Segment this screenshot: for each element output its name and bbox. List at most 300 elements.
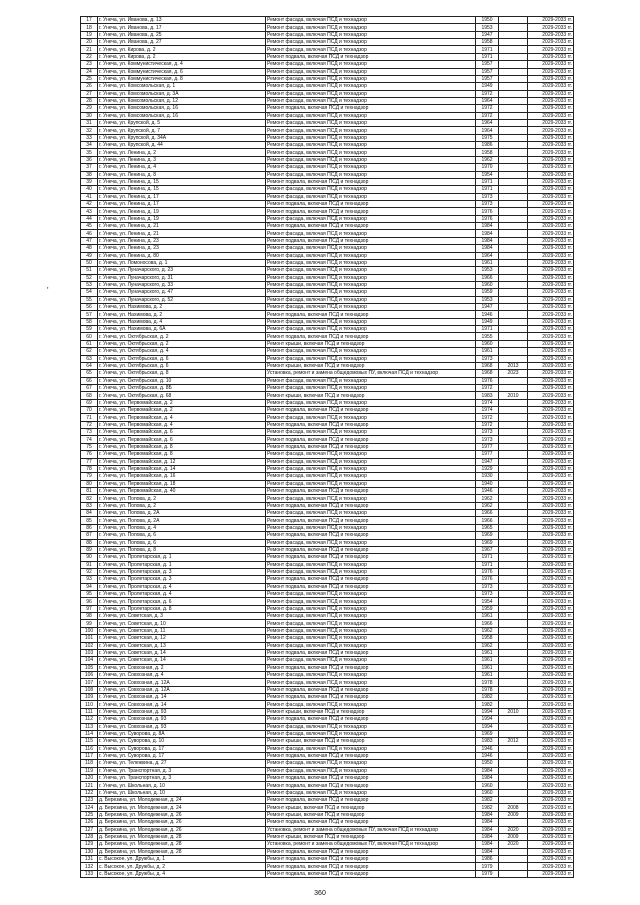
build-year-cell: 1958	[476, 39, 499, 46]
last-repair-year-cell: 2013	[499, 362, 528, 369]
planned-period-cell: 2029-2033 гг.	[528, 488, 574, 495]
work-type-cell: Ремонт фасада, включая ПСД и технадзор	[266, 193, 476, 200]
last-repair-year-cell	[499, 333, 528, 340]
planned-period-cell: 2029-2033 гг.	[528, 775, 574, 782]
last-repair-year-cell	[499, 31, 528, 38]
last-repair-year-cell	[499, 355, 528, 362]
row-number: 60	[81, 333, 98, 340]
build-year-cell: 1971	[476, 554, 499, 561]
table-row	[81, 53, 574, 60]
work-type-cell: Ремонт фасада, включая ПСД и технадзор	[266, 524, 476, 531]
planned-period-cell: 2029-2033 гг.	[528, 782, 574, 789]
last-repair-year-cell	[499, 671, 528, 678]
address-cell: г. Унеча, ул. Транспортная, д. 3	[98, 775, 266, 782]
address-cell: г. Унеча, ул. Первомайская, д. 6	[98, 436, 266, 443]
planned-period-cell: 2029-2033 гг.	[528, 458, 574, 465]
row-number: 64	[81, 362, 98, 369]
last-repair-year-cell	[499, 458, 528, 465]
row-number: 24	[81, 68, 98, 75]
table-row	[81, 436, 574, 443]
build-year-cell: 1959	[476, 289, 499, 296]
address-cell: г. Унеча, ул. Первомайская, д. 6	[98, 429, 266, 436]
work-type-cell: Ремонт подвала, включая ПСД и технадзор	[266, 333, 476, 340]
build-year-cell: 1973	[476, 355, 499, 362]
last-repair-year-cell	[499, 318, 528, 325]
planned-period-cell: 2029-2033 гг.	[528, 326, 574, 333]
work-type-cell: Ремонт фасада, включая ПСД и технадзор	[266, 480, 476, 487]
build-year-cell: 1982	[476, 701, 499, 708]
row-number: 98	[81, 613, 98, 620]
last-repair-year-cell	[499, 855, 528, 862]
address-cell: г. Унеча, ул. Первомайская, д. 14	[98, 465, 266, 472]
last-repair-year-cell	[499, 421, 528, 428]
table-row	[81, 311, 574, 318]
address-cell: г. Унеча, ул. Ломоносова, д. 1	[98, 259, 266, 266]
row-number: 44	[81, 215, 98, 222]
table-row	[81, 97, 574, 104]
build-year-cell: 1953	[476, 296, 499, 303]
work-type-cell: Ремонт фасада, включая ПСД и технадзор	[266, 274, 476, 281]
planned-period-cell: 2029-2033 гг.	[528, 517, 574, 524]
build-year-cell: 1968	[476, 370, 499, 377]
planned-period-cell: 2029-2033 гг.	[528, 546, 574, 553]
address-cell: г. Унеча, ул. Попова, д. 2	[98, 495, 266, 502]
work-type-cell: Ремонт фасада, включая ПСД и технадзор	[266, 31, 476, 38]
planned-period-cell: 2029-2033 гг.	[528, 657, 574, 664]
row-number: 117	[81, 752, 98, 759]
planned-period-cell: 2029-2033 гг.	[528, 627, 574, 634]
row-number: 58	[81, 318, 98, 325]
address-cell: г. Унеча, ул. Луначарского, д. 23	[98, 267, 266, 274]
row-number: 102	[81, 642, 98, 649]
table-row	[81, 178, 574, 185]
last-repair-year-cell	[499, 178, 528, 185]
work-type-cell: Ремонт фасада, включая ПСД и технадзор	[266, 620, 476, 627]
planned-period-cell: 2029-2033 гг.	[528, 223, 574, 230]
build-year-cell: 1961	[476, 259, 499, 266]
table-row	[81, 723, 574, 730]
planned-period-cell: 2029-2033 гг.	[528, 46, 574, 53]
last-repair-year-cell	[499, 414, 528, 421]
build-year-cell: 1972	[476, 414, 499, 421]
table-row	[81, 326, 574, 333]
row-number: 27	[81, 90, 98, 97]
build-year-cell: 1960	[476, 782, 499, 789]
address-cell: г. Унеча, ул. Нахимова, д. 6А	[98, 326, 266, 333]
table-row	[81, 752, 574, 759]
planned-period-cell: 2029-2033 гг.	[528, 267, 574, 274]
work-type-cell: Ремонт фасада, включая ПСД и технадзор	[266, 767, 476, 774]
address-cell: г. Унеча, ул. Октябрьская, д. 8	[98, 370, 266, 377]
address-cell: с. Высокое, ул. Дружбы, д. 2	[98, 863, 266, 870]
table-row	[81, 811, 574, 818]
last-repair-year-cell	[499, 465, 528, 472]
planned-period-cell: 2029-2033 гг.	[528, 502, 574, 509]
address-cell: г. Унеча, ул. Октябрьская, д. 8Б	[98, 384, 266, 391]
row-number: 99	[81, 620, 98, 627]
address-cell: г. Унеча, ул. Советская, д. 12	[98, 635, 266, 642]
row-number: 109	[81, 694, 98, 701]
address-cell: г. Унеча, ул. Пролетарская, д. 3	[98, 568, 266, 575]
row-number: 74	[81, 436, 98, 443]
table-row	[81, 355, 574, 362]
address-cell: г. Унеча, ул. Совхозная, д. 93	[98, 723, 266, 730]
build-year-cell: 1974	[476, 399, 499, 406]
work-type-cell: Ремонт фасада, включая ПСД и технадзор	[266, 657, 476, 664]
table-row	[81, 760, 574, 767]
address-cell: г. Унеча, ул. Первомайская, д. 4	[98, 414, 266, 421]
table-row	[81, 510, 574, 517]
work-type-cell: Ремонт фасада, включая ПСД и технадзор	[266, 642, 476, 649]
address-cell: г. Унеча, ул. Ленина, д. 8	[98, 171, 266, 178]
last-repair-year-cell	[499, 583, 528, 590]
row-number: 124	[81, 804, 98, 811]
build-year-cell: 1973	[476, 436, 499, 443]
table-row	[81, 281, 574, 288]
address-cell: г. Унеча, ул. Школьная, д. 10	[98, 782, 266, 789]
row-number: 110	[81, 701, 98, 708]
address-cell: г. Унеча, ул. Суворова, д. 17	[98, 745, 266, 752]
last-repair-year-cell	[499, 340, 528, 347]
row-number: 41	[81, 193, 98, 200]
address-cell: г. Унеча, ул. Ленина, д. 17	[98, 193, 266, 200]
row-number: 122	[81, 789, 98, 796]
planned-period-cell: 2029-2033 гг.	[528, 841, 574, 848]
table-row	[81, 561, 574, 568]
build-year-cell: 1969	[476, 730, 499, 737]
planned-period-cell: 2029-2033 гг.	[528, 429, 574, 436]
table-row	[81, 539, 574, 546]
planned-period-cell: 2029-2033 гг.	[528, 281, 574, 288]
planned-period-cell: 2029-2033 гг.	[528, 407, 574, 414]
address-cell: г. Унеча, ул. Совхозная, д. 12А	[98, 686, 266, 693]
build-year-cell: 1984	[476, 223, 499, 230]
table-row	[81, 289, 574, 296]
work-type-cell: Ремонт фасада, включая ПСД и технадзор	[266, 304, 476, 311]
build-year-cell: 1962	[476, 627, 499, 634]
address-cell: г. Унеча, ул. Ленина, д. 15	[98, 186, 266, 193]
work-type-cell: Ремонт подвала, включая ПСД и технадзор	[266, 752, 476, 759]
last-repair-year-cell	[499, 701, 528, 708]
planned-period-cell: 2029-2033 гг.	[528, 671, 574, 678]
work-type-cell: Ремонт крыши, включая ПСД и технадзор	[266, 833, 476, 840]
last-repair-year-cell: 2023	[499, 370, 528, 377]
address-cell: г. Унеча, ул. Луначарского, д. 52	[98, 296, 266, 303]
table-row	[81, 826, 574, 833]
last-repair-year-cell	[499, 83, 528, 90]
row-number: 94	[81, 583, 98, 590]
table-row	[81, 120, 574, 127]
address-cell: г. Унеча, ул. Ленина, д. 80	[98, 252, 266, 259]
last-repair-year-cell	[499, 554, 528, 561]
stray-mark: '	[47, 286, 49, 295]
row-number: 28	[81, 97, 98, 104]
work-type-cell: Ремонт фасада, включая ПСД и технадзор	[266, 465, 476, 472]
work-type-cell: Ремонт фасада, включая ПСД и технадзор	[266, 701, 476, 708]
work-type-cell: Ремонт фасада, включая ПСД и технадзор	[266, 120, 476, 127]
table-row	[81, 627, 574, 634]
last-repair-year-cell	[499, 488, 528, 495]
work-type-cell: Ремонт фасада, включая ПСД и технадзор	[266, 510, 476, 517]
work-type-cell: Ремонт подвала, включая ПСД и технадзор	[266, 797, 476, 804]
row-number: 69	[81, 399, 98, 406]
table-row	[81, 39, 574, 46]
address-cell: с. Высокое, ул. Дружбы, д. 1	[98, 855, 266, 862]
last-repair-year-cell	[499, 237, 528, 244]
address-cell: г. Унеча, ул. Попова, д. 2А	[98, 517, 266, 524]
table-row	[81, 83, 574, 90]
address-cell: г. Унеча, ул. Коммунистическая, д. 4	[98, 61, 266, 68]
last-repair-year-cell	[499, 39, 528, 46]
work-type-cell: Ремонт фасада, включая ПСД и технадзор	[266, 605, 476, 612]
build-year-cell: 1970	[476, 164, 499, 171]
address-cell: г. Унеча, ул. Октябрьская, д. 4	[98, 348, 266, 355]
last-repair-year-cell	[499, 524, 528, 531]
address-cell: г. Унеча, ул. Пролетарская, д. 8	[98, 605, 266, 612]
build-year-cell: 1986	[476, 142, 499, 149]
planned-period-cell: 2029-2033 гг.	[528, 465, 574, 472]
build-year-cell: 1950	[476, 760, 499, 767]
work-type-cell: Ремонт подвала, включая ПСД и технадзор	[266, 863, 476, 870]
planned-period-cell: 2029-2033 гг.	[528, 392, 574, 399]
planned-period-cell: 2029-2033 гг.	[528, 532, 574, 539]
planned-period-cell: 2029-2033 гг.	[528, 399, 574, 406]
row-number: 71	[81, 414, 98, 421]
planned-period-cell: 2029-2033 гг.	[528, 620, 574, 627]
planned-period-cell: 2029-2033 гг.	[528, 613, 574, 620]
address-cell: г. Унеча, ул. Попова, д. 6	[98, 532, 266, 539]
address-cell: г. Унеча, ул. Суворова, д. 8А	[98, 730, 266, 737]
planned-period-cell: 2029-2033 гг.	[528, 568, 574, 575]
address-cell: г. Унеча, ул. Ленина, д. 19	[98, 208, 266, 215]
planned-period-cell: 2029-2033 гг.	[528, 127, 574, 134]
table-row	[81, 716, 574, 723]
planned-period-cell: 2029-2033 гг.	[528, 105, 574, 112]
table-row	[81, 443, 574, 450]
build-year-cell: 1964	[476, 97, 499, 104]
address-cell: г. Унеча, ул. Ленина, д. 21	[98, 223, 266, 230]
build-year-cell: 1967	[476, 546, 499, 553]
address-cell: г. Унеча, ул. Ленина, д. 21	[98, 230, 266, 237]
planned-period-cell: 2029-2033 гг.	[528, 208, 574, 215]
work-type-cell: Ремонт фасада, включая ПСД и технадзор	[266, 539, 476, 546]
build-year-cell: 1974	[476, 407, 499, 414]
table-row	[81, 465, 574, 472]
build-year-cell: 1930	[476, 473, 499, 480]
last-repair-year-cell	[499, 694, 528, 701]
planned-period-cell: 2029-2033 гг.	[528, 61, 574, 68]
row-number: 34	[81, 142, 98, 149]
address-cell: г. Унеча, ул. Попова, д. 2А	[98, 510, 266, 517]
work-type-cell: Ремонт фасада, включая ПСД и технадзор	[266, 591, 476, 598]
row-number: 103	[81, 649, 98, 656]
address-cell: г. Унеча, ул. Пролетарская, д. 1	[98, 561, 266, 568]
planned-period-cell: 2029-2033 гг.	[528, 259, 574, 266]
table-row	[81, 532, 574, 539]
table-row	[81, 259, 574, 266]
row-number: 100	[81, 627, 98, 634]
row-number: 67	[81, 384, 98, 391]
work-type-cell: Ремонт подвала, включая ПСД и технадзор	[266, 848, 476, 855]
address-cell: д. Березина, ул. Молодежная, д. 28	[98, 833, 266, 840]
work-type-cell: Ремонт крыши, включая ПСД и технадзор	[266, 340, 476, 347]
build-year-cell: 1949	[476, 83, 499, 90]
row-number: 32	[81, 127, 98, 134]
last-repair-year-cell	[499, 230, 528, 237]
planned-period-cell: 2029-2033 гг.	[528, 797, 574, 804]
build-year-cell: 1969	[476, 532, 499, 539]
work-type-cell: Ремонт подвала, включая ПСД и технадзор	[266, 178, 476, 185]
planned-period-cell: 2029-2033 гг.	[528, 421, 574, 428]
last-repair-year-cell	[499, 281, 528, 288]
address-cell: г. Унеча, ул. Пролетарская, д. 4	[98, 591, 266, 598]
planned-period-cell: 2029-2033 гг.	[528, 31, 574, 38]
table-row	[81, 657, 574, 664]
page-number: 360	[314, 890, 326, 897]
row-number: 97	[81, 605, 98, 612]
table-row	[81, 90, 574, 97]
last-repair-year-cell	[499, 443, 528, 450]
table-row	[81, 127, 574, 134]
planned-period-cell: 2029-2033 гг.	[528, 855, 574, 862]
last-repair-year-cell	[499, 613, 528, 620]
row-number: 91	[81, 561, 98, 568]
last-repair-year-cell	[499, 429, 528, 436]
address-cell: д. Березина, ул. Молодежная, д. 26	[98, 826, 266, 833]
table-row	[81, 414, 574, 421]
last-repair-year-cell: 2020	[499, 826, 528, 833]
table-row	[81, 61, 574, 68]
table-row	[81, 635, 574, 642]
work-type-cell: Ремонт фасада, включая ПСД и технадзор	[266, 598, 476, 605]
address-cell: г. Унеча, ул. Пролетарская, д. 4	[98, 583, 266, 590]
last-repair-year-cell	[499, 598, 528, 605]
last-repair-year-cell	[499, 679, 528, 686]
work-type-cell: Ремонт фасада, включая ПСД и технадзор	[266, 613, 476, 620]
row-number: 33	[81, 134, 98, 141]
build-year-cell: 1976	[476, 208, 499, 215]
planned-period-cell: 2029-2033 гг.	[528, 75, 574, 82]
planned-period-cell: 2029-2033 гг.	[528, 701, 574, 708]
row-number: 76	[81, 451, 98, 458]
address-cell: д. Березина, ул. Молодежная, д. 28	[98, 841, 266, 848]
build-year-cell: 1984	[476, 841, 499, 848]
row-number: 118	[81, 760, 98, 767]
table-row	[81, 333, 574, 340]
row-number: 78	[81, 465, 98, 472]
build-year-cell: 1973	[476, 193, 499, 200]
build-year-cell: 1975	[476, 134, 499, 141]
last-repair-year-cell	[499, 642, 528, 649]
build-year-cell: 1976	[476, 377, 499, 384]
table-row	[81, 208, 574, 215]
build-year-cell: 1950	[476, 17, 499, 24]
table-row	[81, 598, 574, 605]
last-repair-year-cell	[499, 223, 528, 230]
table-row	[81, 649, 574, 656]
address-cell: г. Унеча, ул. Октябрьская, д. 10	[98, 377, 266, 384]
address-cell: с. Высокое, ул. Дружбы, д. 4	[98, 870, 266, 877]
work-type-cell: Ремонт подвала, включая ПСД и технадзор	[266, 517, 476, 524]
address-cell: г. Унеча, ул. Ленина, д. 2	[98, 149, 266, 156]
work-type-cell: Ремонт фасада, включая ПСД и технадзор	[266, 112, 476, 119]
planned-period-cell: 2029-2033 гг.	[528, 24, 574, 31]
build-year-cell: 1973	[476, 583, 499, 590]
planned-period-cell: 2029-2033 гг.	[528, 605, 574, 612]
row-number: 88	[81, 539, 98, 546]
work-type-cell: Ремонт подвала, включая ПСД и технадзор	[266, 532, 476, 539]
planned-period-cell: 2029-2033 гг.	[528, 480, 574, 487]
work-type-cell: Ремонт крыши, включая ПСД и технадзор	[266, 811, 476, 818]
address-cell: г. Унеча, ул. Пролетарская, д. 3	[98, 576, 266, 583]
last-repair-year-cell	[499, 127, 528, 134]
row-number: 84	[81, 510, 98, 517]
address-cell: г. Унеча, ул. Первомайская, д. 8	[98, 443, 266, 450]
table-row	[81, 318, 574, 325]
row-number: 29	[81, 105, 98, 112]
build-year-cell: 1994	[476, 723, 499, 730]
work-type-cell: Ремонт фасада, включая ПСД и технадзор	[266, 635, 476, 642]
work-type-cell: Ремонт фасада, включая ПСД и технадзор	[266, 561, 476, 568]
row-number: 50	[81, 259, 98, 266]
build-year-cell: 1964	[476, 127, 499, 134]
address-cell: г. Унеча, ул. Иванова, д. 25	[98, 31, 266, 38]
table-row	[81, 841, 574, 848]
work-type-cell: Ремонт подвала, включая ПСД и технадзор	[266, 502, 476, 509]
table-row	[81, 495, 574, 502]
row-number: 79	[81, 473, 98, 480]
address-cell: г. Унеча, ул. Луначарского, д. 31	[98, 274, 266, 281]
build-year-cell: 1946	[476, 745, 499, 752]
address-cell: г. Унеча, ул. Попова, д. 6	[98, 539, 266, 546]
work-type-cell: Ремонт фасада, включая ПСД и технадзор	[266, 164, 476, 171]
build-year-cell: 1983	[476, 392, 499, 399]
address-cell: г. Унеча, ул. Крупской, д. 44	[98, 142, 266, 149]
build-year-cell: 1954	[476, 171, 499, 178]
last-repair-year-cell	[499, 304, 528, 311]
address-cell: г. Унеча, ул. Совхозная, д. 14	[98, 701, 266, 708]
build-year-cell: 1953	[476, 24, 499, 31]
row-number: 126	[81, 819, 98, 826]
build-year-cell: 1969	[476, 539, 499, 546]
last-repair-year-cell	[499, 730, 528, 737]
planned-period-cell: 2029-2033 гг.	[528, 68, 574, 75]
last-repair-year-cell	[499, 215, 528, 222]
build-year-cell: 1962	[476, 642, 499, 649]
table-row	[81, 24, 574, 31]
work-type-cell: Ремонт фасада, включая ПСД и технадзор	[266, 296, 476, 303]
build-year-cell: 1946	[476, 311, 499, 318]
build-year-cell: 1966	[476, 510, 499, 517]
planned-period-cell: 2029-2033 гг.	[528, 848, 574, 855]
address-cell: г. Унеча, ул. Иванова, д. 27	[98, 39, 266, 46]
planned-period-cell: 2029-2033 гг.	[528, 340, 574, 347]
row-number: 37	[81, 164, 98, 171]
build-year-cell: 1983	[476, 738, 499, 745]
planned-period-cell: 2029-2033 гг.	[528, 811, 574, 818]
planned-period-cell: 2029-2033 гг.	[528, 767, 574, 774]
build-year-cell: 1973	[476, 591, 499, 598]
row-number: 17	[81, 17, 98, 24]
build-year-cell: 1978	[476, 686, 499, 693]
table-row	[81, 237, 574, 244]
address-cell: г. Унеча, ул. Совхозная, д. 93	[98, 716, 266, 723]
row-number: 39	[81, 178, 98, 185]
build-year-cell: 1984	[476, 819, 499, 826]
build-year-cell: 1961	[476, 671, 499, 678]
table-row	[81, 554, 574, 561]
table-row	[81, 502, 574, 509]
